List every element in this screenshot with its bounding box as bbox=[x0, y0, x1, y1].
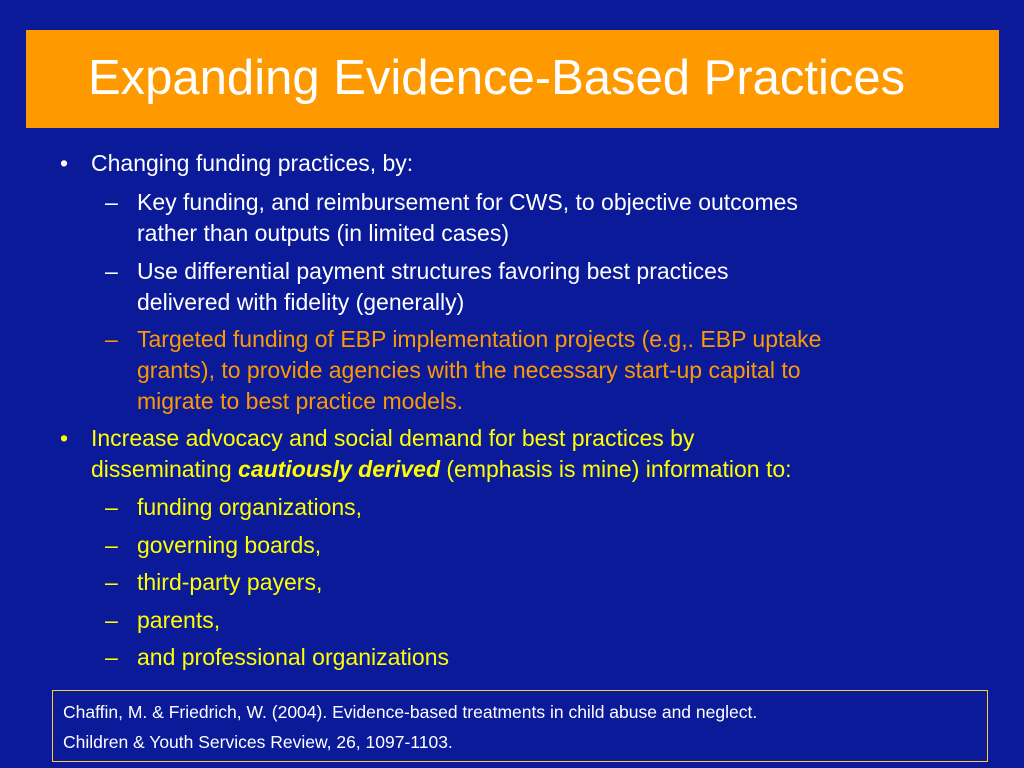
citation-line-1: Chaffin, M. & Friedrich, W. (2004). Evidence-based treatments in child abuse and neglect. bbox=[63, 702, 758, 722]
subitem-professional-organizations: and professional organizations bbox=[137, 644, 449, 670]
bullet-marker: • bbox=[60, 150, 69, 176]
subitem-differential-payment-line2: delivered with fidelity (generally) bbox=[137, 289, 465, 315]
emphasis-text: cautiously derived bbox=[238, 456, 440, 482]
dash-marker: – bbox=[105, 326, 118, 352]
dash-marker: – bbox=[105, 494, 118, 520]
dash-marker: – bbox=[105, 189, 118, 215]
dash-marker: – bbox=[105, 258, 118, 284]
citation-line-2: Children & Youth Services Review, 26, 1097-1103. bbox=[63, 732, 453, 752]
bullet-advocacy-line2 bbox=[91, 453, 792, 486]
advocacy-text-after: (emphasis is mine) information to: bbox=[440, 456, 792, 482]
bullet-marker: • bbox=[60, 425, 69, 451]
dash-marker: – bbox=[105, 607, 118, 633]
subitem-targeted-funding-line3: migrate to best practice models. bbox=[137, 388, 463, 414]
subitem-parents: parents, bbox=[137, 607, 221, 633]
dash-marker: – bbox=[105, 569, 118, 595]
bullet-funding-practices: Changing funding practices, by: bbox=[91, 150, 414, 176]
dash-marker: – bbox=[105, 644, 118, 670]
dash-marker: – bbox=[105, 532, 118, 558]
subitem-targeted-funding-line2: grants), to provide agencies with the necessary start-up capital to bbox=[137, 357, 801, 383]
citation-box bbox=[52, 690, 988, 762]
subitem-funding-organizations: funding organizations, bbox=[137, 494, 363, 520]
subitem-targeted-funding-line1: Targeted funding of EBP implementation projects (e.g,. EBP uptake bbox=[137, 326, 822, 352]
subitem-governing-boards: governing boards, bbox=[137, 532, 322, 558]
subitem-key-funding-line1: Key funding, and reimbursement for CWS, to objective outcomes bbox=[137, 189, 798, 215]
advocacy-text-before: disseminating bbox=[91, 456, 239, 482]
subitem-third-party-payers: third-party payers, bbox=[137, 569, 323, 595]
bullet-advocacy-line1: Increase advocacy and social demand for best practices by bbox=[91, 425, 695, 451]
subitem-key-funding-line2: rather than outputs (in limited cases) bbox=[137, 220, 510, 246]
slide-title: Expanding Evidence-Based Practices bbox=[88, 51, 906, 105]
subitem-differential-payment-line1: Use differential payment structures favoring best practices bbox=[137, 258, 729, 284]
